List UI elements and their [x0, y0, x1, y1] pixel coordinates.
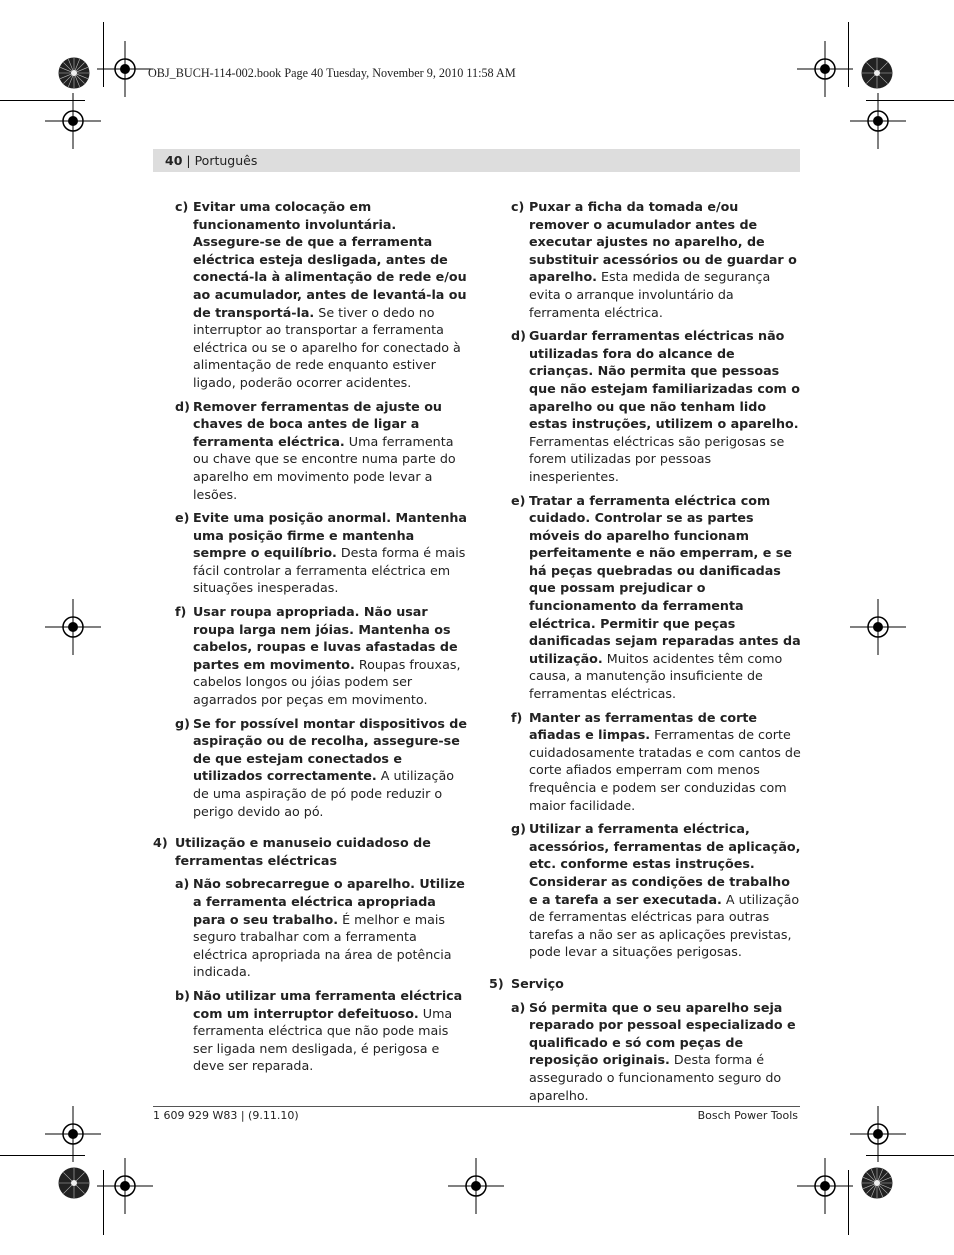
registration-mark-icon — [45, 1106, 101, 1162]
section-title: Serviço — [511, 975, 564, 991]
item-bold-text: Puxar a ficha da tomada e/ou remover o acumulador antes de executar ajustes no aparelho, de substituir acessórios ou de guardar o aparelho. — [529, 199, 797, 285]
item-text: A utilização de ferramentas eléctricas para outras tarefas a não ser as aplicações previstas, pode levar a situações perigosas. — [529, 891, 800, 960]
item-label: f) — [511, 709, 523, 725]
item-text: Muitos acidentes têm como causa, a manutenção insuficiente de ferramentas eléctricas. — [529, 650, 783, 702]
item-text: Se tiver o dedo no interruptor ao transportar a ferramenta eléctrica ou se o aparelho for conectado à alimentação de rede enquanto estiver ligado, poderão ocorrer acidentes. — [193, 304, 461, 390]
item-bold-text: Evitar uma colocação em funcionamento involuntária. Assegure-se de que a ferramenta eléctrica esteja desligada, antes de conectá-la à alimentação de rede e/ou ao acumulador, antes de levantá-la ou de transportá-la. — [193, 199, 467, 320]
registration-mark-icon — [850, 599, 906, 655]
page-header — [153, 149, 800, 172]
item-text: Desta forma é assegurado o funcionamento seguro do aparelho. — [529, 1052, 782, 1103]
registration-mark-icon — [797, 41, 853, 97]
item-bold-text: Não sobrecarregue o aparelho. Utilize a ferramenta eléctrica apropriada para o seu trabalho. — [193, 876, 465, 927]
item-label: c) — [175, 199, 189, 214]
item-label: e) — [511, 492, 526, 508]
item-bold-text: Se for possível montar dispositivos de aspiração ou de recolha, assegure-se de que estejam conectados e utilizados correctamente. — [193, 715, 467, 784]
list-item — [153, 715, 467, 821]
item-bold-text: Usar roupa apropriada. Não usar roupa larga nem jóias. Mantenha os cabelos, roupas e luvas afastadas de partes em movimento. — [193, 604, 458, 672]
item-label: b) — [175, 987, 190, 1003]
list-item — [153, 987, 467, 1075]
page-number: 40 — [165, 153, 183, 168]
registration-mark-icon — [97, 41, 153, 97]
list-item — [489, 198, 802, 321]
color-target-icon — [58, 1167, 90, 1199]
list-item — [489, 709, 802, 815]
item-bold-text: Utilizar a ferramenta eléctrica, acessórios, ferramentas de aplicação, etc. conforme estas instruções. Considerar as condições de trabalho e a tarefa a ser executada. — [529, 821, 801, 907]
registration-mark-icon — [45, 93, 101, 149]
item-label: a) — [175, 876, 190, 892]
color-target-icon — [58, 57, 90, 89]
section-number: 4) — [153, 835, 168, 851]
registration-mark-icon — [97, 1158, 153, 1214]
list-item — [489, 327, 802, 485]
print-meta-line: OBJ_BUCH-114-002.book Page 40 Tuesday, November 9, 2010 11:58 AM — [148, 66, 516, 80]
item-bold-text: Tratar a ferramenta eléctrica com cuidado. Controlar se as partes móveis do aparelho funcionam perfeitamente e não emperram, e se há peças quebradas ou danificadas que possam prejudicar o funcionamento da ferramenta eléctrica. Permitir que peças danificadas sejam reparadas antes da utilização. — [529, 492, 801, 666]
item-label: f) — [175, 604, 187, 620]
registration-mark-icon — [797, 1158, 853, 1214]
item-bold-text: Só permita que o seu aparelho seja reparado por pessoal especializado e qualificado e só com peças de reposição originais. — [529, 999, 796, 1068]
item-text: Uma ferramenta eléctrica que não pode mais ser ligada nem desligada, é perigosa e deve ser reparada. — [193, 1005, 453, 1074]
left-column — [153, 198, 467, 1081]
list-item — [153, 875, 467, 981]
footer-brand: Bosch Power Tools — [697, 1109, 798, 1122]
item-label: c) — [511, 199, 525, 214]
color-target-icon — [861, 57, 893, 89]
registration-mark-icon — [850, 93, 906, 149]
item-text: A utilização de uma aspiração de pó pode reduzir o perigo devido ao pó. — [193, 768, 455, 819]
list-item — [153, 398, 467, 504]
item-label: e) — [175, 510, 190, 526]
section-heading — [489, 975, 802, 993]
item-text: Roupas frouxas, cabelos longos ou jóias podem ser agarrados por peças em movimento. — [193, 656, 461, 708]
section-heading — [153, 834, 467, 869]
footer-divider — [153, 1106, 800, 1107]
item-label: d) — [511, 328, 526, 344]
item-label: a) — [511, 999, 526, 1015]
section-title: Utilização e manuseio cuidadoso de ferramentas eléctricas — [175, 835, 431, 868]
item-label: g) — [175, 715, 190, 731]
item-text: Uma ferramenta ou chave que se encontre numa parte do aparelho em movimento pode levar a lesões. — [193, 433, 456, 502]
list-item — [489, 999, 802, 1105]
item-text: Esta medida de segurança evita o arranque involuntário da ferramenta eléctrica. — [529, 269, 771, 320]
registration-mark-icon — [850, 1106, 906, 1162]
registration-mark-icon — [45, 599, 101, 655]
color-target-icon — [861, 1167, 893, 1199]
item-bold-text: Remover ferramentas de ajuste ou chaves de boca antes de ligar a ferramenta eléctrica. — [193, 398, 442, 449]
item-text: Ferramentas de corte cuidadosamente tratadas e com cantos de corte afiados emperram com menos frequência e podem ser conduzidas com maior facilidade. — [529, 727, 801, 813]
section-number: 5) — [489, 975, 504, 991]
item-text: Desta forma é mais fácil controlar a ferramenta eléctrica em situações inesperadas. — [193, 545, 466, 596]
item-bold-text: Manter as ferramentas de corte afiadas e limpas. — [529, 709, 758, 743]
item-text: É melhor e mais seguro trabalhar com a ferramenta eléctrica apropriada na área de potência indicada. — [193, 911, 452, 980]
footer-doc-number: 1 609 929 W83 | (9.11.10) — [153, 1109, 299, 1122]
registration-mark-icon — [448, 1158, 504, 1214]
item-bold-text: Não utilizar uma ferramenta eléctrica com um interruptor defeituoso. — [193, 987, 463, 1021]
header-separator: | — [182, 153, 195, 168]
header-language: Português — [194, 153, 258, 168]
list-item — [153, 198, 467, 392]
right-column — [489, 198, 802, 1110]
item-bold-text: Guardar ferramentas eléctricas não utilizadas fora do alcance de crianças. Não permita que pessoas que não estejam familiarizadas com o aparelho ou que não tenham lido estas instruções, utilizem o aparelho. — [529, 328, 800, 432]
item-label: g) — [511, 821, 526, 837]
header-text — [165, 153, 257, 168]
list-item — [489, 492, 802, 703]
item-label: d) — [175, 398, 190, 414]
list-item — [489, 820, 802, 961]
list-item — [153, 509, 467, 597]
item-text: Ferramentas eléctricas são perigosas se forem utilizadas por pessoas inesperientes. — [529, 433, 785, 484]
list-item — [153, 603, 467, 709]
item-bold-text: Evite uma posição anormal. Mantenha uma posição firme e mantenha sempre o equilíbrio. — [193, 510, 467, 561]
